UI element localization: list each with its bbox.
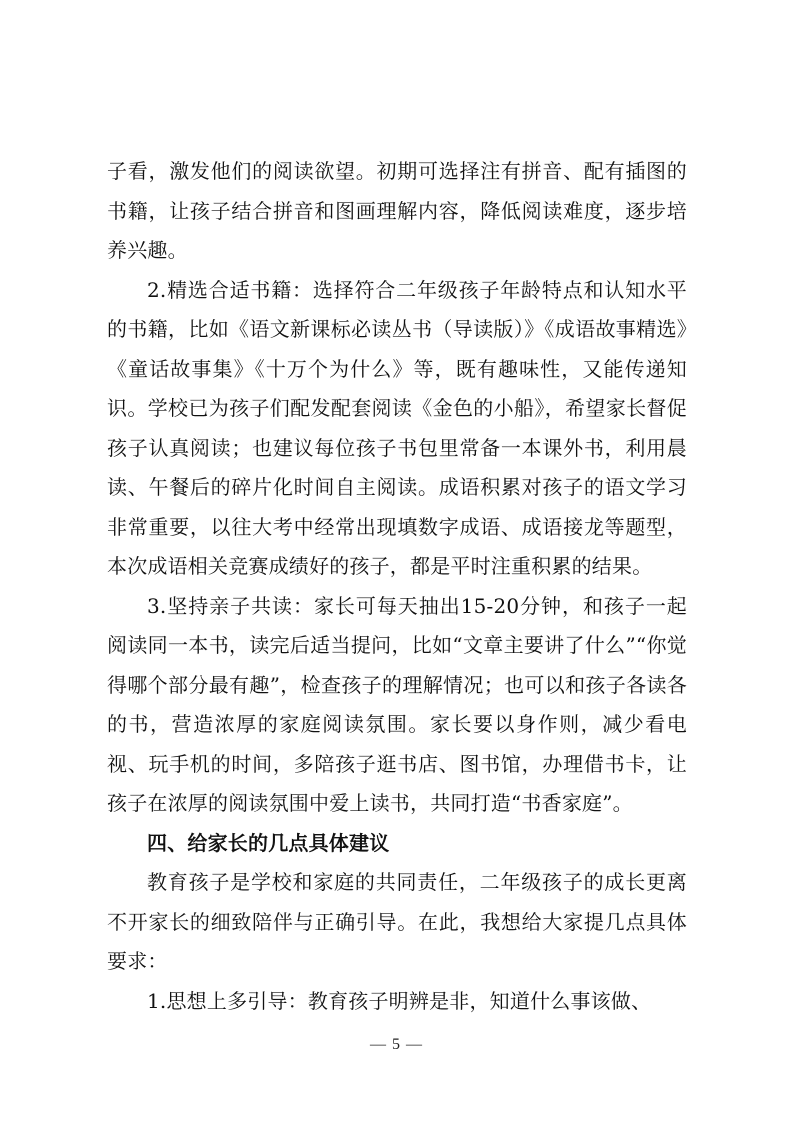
paragraph-intro-suggestions: 教育孩子是学校和家庭的共同责任，二年级孩子的成长更离不开家长的细致陪伴与正确引导。在此，我想给大家提几点具体要求： (107, 870, 687, 973)
paragraph-guidance: 1.思想上多引导：教育孩子明辨是非，知道什么事该做、 (147, 988, 652, 1013)
section-heading: 四、给家长的几点具体建议 (147, 830, 390, 855)
page-number: — 5 — (370, 1036, 423, 1053)
paragraph-continuation: 子看，激发他们的阅读欲望。初期可选择注有拼音、配有插图的书籍，让孩子结合拼音和图画理解内容，降低阅读难度，逐步培养兴趣。 (107, 159, 687, 262)
paragraph-select-books: 2.精选合适书籍：选择符合二年级孩子年龄特点和认知水平的书籍，比如《语文新课标必读丛书（导读版）》《成语故事精选》《童话故事集》《十万个为什么》等，既有趣味性，又能传递知识。学校已为孩子们配发配套阅读《金色的小船》，希望家长督促孩子认真阅读；也建议每位孩子书包里常备一本课外书，利用晨读、午餐后的碎片化时间自主阅读。成语积累对孩子的语文学习非常重要，以往大考中经常出现填数字成语、成语接龙等题型，本次成语相关竞赛成绩好的孩子，都是平时注重积累的结果。 (107, 277, 687, 578)
body-text (107, 152, 687, 1021)
paragraph-parent-child-reading: 3.坚持亲子共读：家长可每天抽出15-20分钟，和孩子一起阅读同一本书，读完后适当提问，比如“文章主要讲了什么”“你觉得哪个部分最有趣”，检查孩子的理解情况；也可以和孩子各读各的书，营造浓厚的家庭阅读氛围。家长要以身作则，减少看电视、玩手机的时间，多陪孩子逛书店、图书馆，办理借书卡，让孩子在浓厚的阅读氛围中爱上读书，共同打造“书香家庭”。 (107, 593, 687, 815)
